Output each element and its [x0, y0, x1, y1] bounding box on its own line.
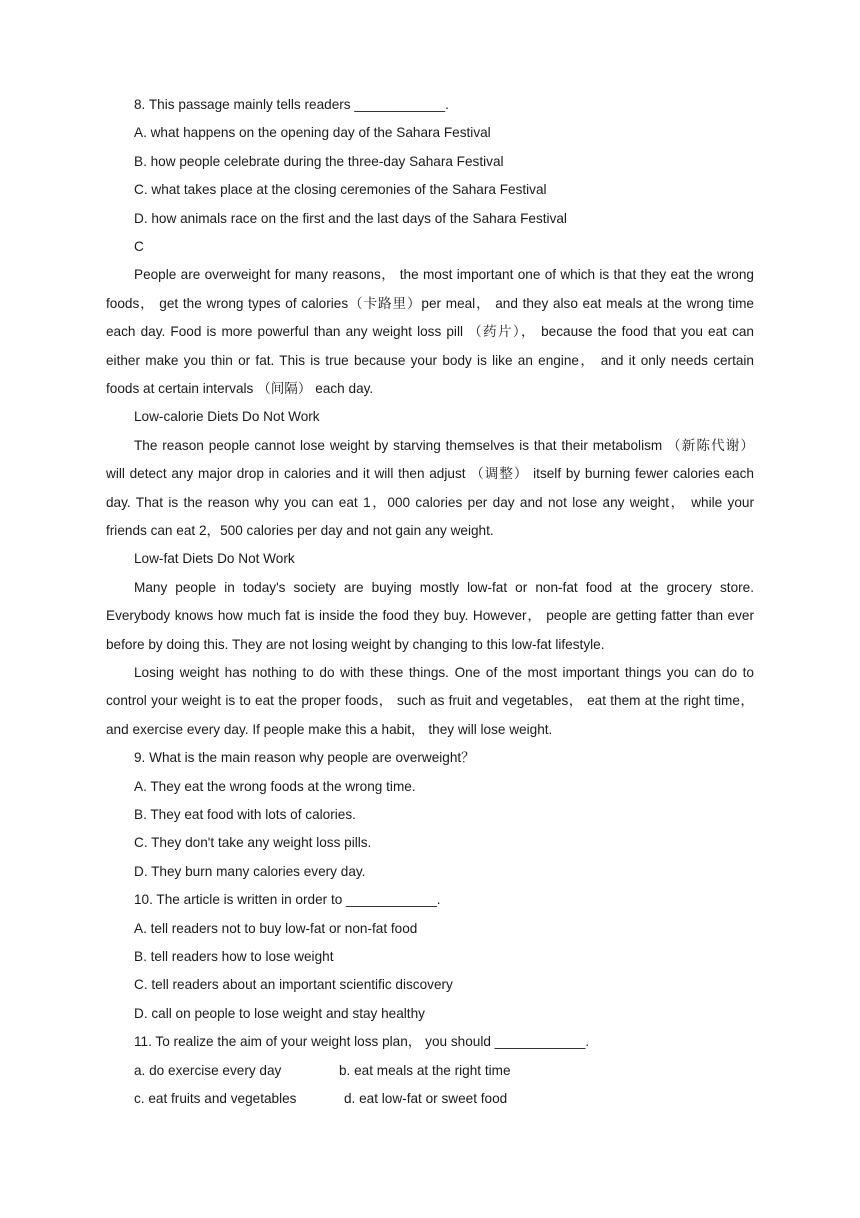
question-10-option-d: D. call on people to lose weight and stay healthy [134, 1005, 425, 1021]
question-11-options-row-1 [106, 1057, 754, 1085]
question-8-option-d: D. how animals race on the first and the last days of the Sahara Festival [134, 210, 567, 226]
passage-paragraph-3: Losing weight has nothing to do with these things. One of the most important things you can do to control your weight is to eat the proper foods， such as fruit and vegetables， eat them at the right time， and exercise every day. If people make this a habit， they will lose weight. [106, 665, 754, 737]
passage-paragraph-2: Many people in today's society are buying mostly low-fat or non-fat food at the grocery store. Everybody knows how much fat is inside the food they buy. However， people are getting fatter than ever before by doing this. They are not losing weight by changing to this low-fat lifestyle. [106, 579, 754, 652]
question-11-option-a: a. do exercise every day [134, 1062, 282, 1078]
question-11-stem: 11. To realize the aim of your weight loss plan， you should ____________. [134, 1034, 590, 1050]
question-11-option-d: d. eat low-fat or sweet food [344, 1090, 508, 1106]
passage-heading-low-fat: Low-fat Diets Do Not Work [134, 551, 295, 567]
reading-passage [106, 261, 754, 744]
question-10-stem: 10. The article is written in order to ____________. [134, 892, 441, 908]
passage-paragraph-1: The reason people cannot lose weight by starving themselves is that their metabolism （新陈代谢） will detect any major drop in calories and it will then adjust （调整） itself by burning fewer calories each day. That is the reason why you can eat 1，000 calories per day and not lose any weight， while your friends can eat 2，500 calories per day and not gain any weight. [106, 437, 754, 538]
section-label: C [134, 238, 144, 254]
question-9 [106, 744, 754, 886]
question-9-option-b: B. They eat food with lots of calories. [134, 807, 356, 822]
question-11 [106, 1028, 754, 1113]
question-9-stem: 9. What is the main reason why people are overweight？ [134, 750, 475, 766]
question-10-option-a: A. tell readers not to buy low-fat or non-fat food [134, 920, 418, 936]
question-10 [106, 886, 754, 1028]
document-page [106, 91, 754, 1113]
question-11-option-b: b. eat meals at the right time [339, 1062, 511, 1078]
question-8-stem: 8. This passage mainly tells readers ____________. [134, 97, 449, 112]
passage-heading-low-calorie: Low-calorie Diets Do Not Work [134, 409, 320, 425]
question-8-option-c: C. what takes place at the closing ceremonies of the Sahara Festival [134, 182, 547, 198]
question-11-options-row-2 [106, 1085, 754, 1113]
question-8-option-a: A. what happens on the opening day of the Sahara Festival [134, 125, 491, 141]
question-9-option-c: C. They don't take any weight loss pills. [134, 835, 372, 851]
question-9-option-d: D. They burn many calories every day. [134, 863, 366, 879]
question-10-option-c: C. tell readers about an important scientific discovery [134, 977, 453, 993]
question-10-option-b: B. tell readers how to lose weight [134, 948, 334, 964]
question-8-option-b: B. how people celebrate during the three-day Sahara Festival [134, 153, 504, 169]
passage-intro: People are overweight for many reasons， the most important one of which is that they eat the wrong foods， get the wrong types of calories（卡路里）per meal， and they also eat meals at the wrong time each day. Food is more powerful than any weight loss pill （药片）， because the food that you eat can either make you thin or fat. This is true because your body is like an engine， and it only needs certain foods at certain intervals （间隔） each day. [106, 267, 754, 396]
question-11-option-c: c. eat fruits and vegetables [134, 1090, 297, 1106]
question-8 [106, 91, 754, 233]
question-9-option-a: A. They eat the wrong foods at the wrong time. [134, 778, 416, 794]
